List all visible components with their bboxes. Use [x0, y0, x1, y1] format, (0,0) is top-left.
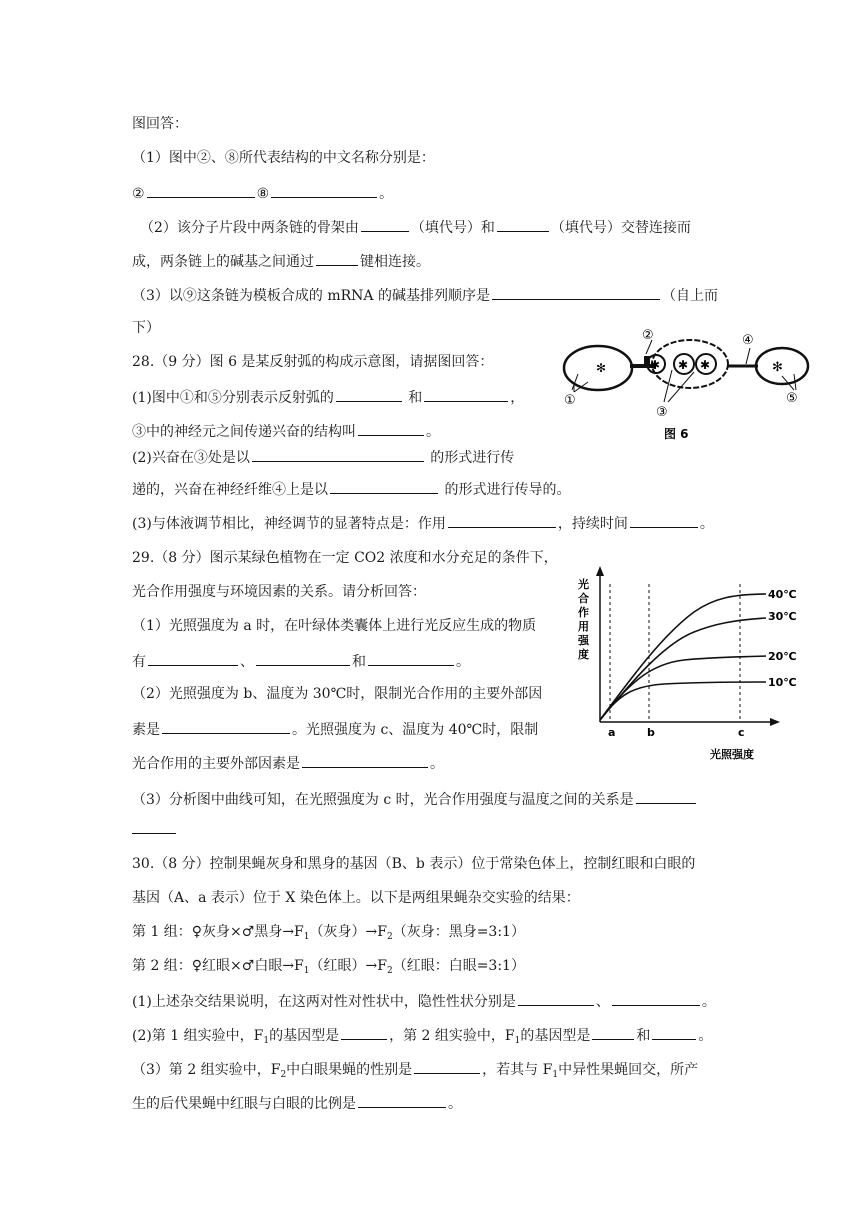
- question-29-3-cont: [132, 818, 178, 840]
- answer-blank[interactable]: [148, 650, 238, 666]
- question-29-1-blanks: 有 、 和 。: [132, 650, 470, 672]
- question-29-title-cont: 光合作用强度与环境因素的关系。请分析回答：: [132, 584, 426, 600]
- svg-text:作: 作: [578, 606, 589, 619]
- question-27-3: （3）以⑨这条链为模板合成的 mRNA 的碱基排列顺序是 （自上而: [132, 284, 718, 306]
- question-28-title: 28.（9 分）图 6 是某反射弧的构成示意图，请据图回答：: [132, 354, 494, 370]
- answer-blank[interactable]: [652, 1024, 696, 1040]
- svg-text:✻: ✻: [772, 360, 783, 375]
- label-10: 10℃: [768, 676, 797, 689]
- question-27-3-cont: 下）: [132, 320, 160, 336]
- tick-a: a: [608, 726, 616, 739]
- tick-c: c: [738, 726, 745, 739]
- answer-blank[interactable]: [492, 284, 660, 300]
- label-3: ③: [656, 405, 668, 420]
- answer-blank[interactable]: [252, 446, 424, 462]
- tick-b: b: [647, 726, 655, 739]
- answer-blank[interactable]: [612, 990, 700, 1006]
- question-29-title: 29.（8 分）图示某绿色植物在一定 CO2 浓度和水分充足的条件下，: [132, 550, 558, 566]
- question-30-3-cont: 生的后代果蝇中红眼与白眼的比例是 。: [132, 1092, 462, 1114]
- question-28-2-cont: 递的，兴奋在神经纤维④上是以 的形式进行传导的。: [132, 478, 570, 500]
- question-28-2: (2)兴奋在③处是以 的形式进行传: [132, 446, 514, 468]
- label-1: ①: [564, 393, 576, 408]
- answer-blank[interactable]: [592, 1024, 634, 1040]
- answer-blank[interactable]: [302, 752, 428, 768]
- svg-text:度: 度: [578, 648, 589, 661]
- question-28-1: (1)图中①和⑤分别表示反射弧的 和 ，: [132, 386, 524, 408]
- label-4: ④: [742, 333, 754, 348]
- question-30-group1: 第 1 组：♀灰身×♂黑身$\to F_1$（灰身）$\to F_2$（灰身：黑身=3:1）: [132, 924, 525, 942]
- label-5: ⑤: [786, 391, 798, 406]
- y-axis-label: [577, 577, 590, 661]
- question-29-2-cont2: 光合作用的主要外部因素是 。: [132, 752, 444, 774]
- answer-blank[interactable]: [132, 818, 176, 834]
- photosynthesis-graph: [574, 564, 804, 764]
- figure-caption: 图 6: [664, 427, 689, 441]
- question-27-1: （1）图中②、⑧所代表结构的中文名称分别是：: [132, 150, 435, 166]
- reflex-arc-figure: [560, 326, 820, 444]
- question-30-group2: 第 2 组：♀红眼×♂白眼$\to F_1$（红眼）$\to F_2$（红眼：白眼=3:1）: [132, 958, 525, 976]
- answer-blank[interactable]: [336, 386, 402, 402]
- answer-blank[interactable]: [147, 182, 255, 198]
- answer-blank[interactable]: [341, 1024, 387, 1040]
- answer-blank[interactable]: [448, 512, 556, 528]
- question-28-3: (3)与体液调节相比，神经调节的显著特点是：作用 ，持续时间 。: [132, 512, 714, 534]
- label-30: 30℃: [768, 610, 797, 623]
- question-29-1: （1）光照强度为 a 时，在叶绿体类囊体上进行光反应生成的物质: [132, 618, 537, 634]
- question-27-2: （2）该分子片段中两条链的骨架由 （填代号）和 （填代号）交替连接而: [140, 216, 691, 238]
- svg-text:光: 光: [578, 578, 589, 591]
- answer-blank[interactable]: [424, 386, 508, 402]
- answer-blank[interactable]: [358, 420, 424, 436]
- svg-text:✱: ✱: [700, 358, 711, 372]
- question-29-3: （3）分析图中曲线可知，在光照强度为 c 时，光合作用强度与温度之间的关系是: [132, 788, 698, 810]
- svg-text:✱: ✱: [678, 358, 689, 372]
- question-30-2: (2)第 1 组实验中，$F_1$的基因型是 ，第 2 组实验中，$F_1$的基因型是 和 。: [132, 1024, 712, 1048]
- answer-blank[interactable]: [414, 1058, 480, 1074]
- answer-blank[interactable]: [518, 990, 594, 1006]
- answer-blank[interactable]: [316, 250, 358, 266]
- svg-text:✱: ✱: [650, 358, 661, 372]
- answer-blank[interactable]: [497, 216, 549, 232]
- question-30-1: (1)上述杂交结果说明，在这两对性对性状中，隐性性状分别是 、 。: [132, 990, 716, 1012]
- answer-blank[interactable]: [330, 478, 438, 494]
- question-28-1-cont: ③中的神经元之间传递兴奋的结构叫 。: [132, 420, 440, 442]
- svg-text:强: 强: [578, 634, 589, 647]
- answer-blank[interactable]: [271, 182, 377, 198]
- answer-blank[interactable]: [636, 788, 696, 804]
- question-30-3: （3）第 2 组实验中，$F_2$中白眼果蝇的性别是 ，若其与 $F_1$中异性果蝇回交，所产: [132, 1058, 698, 1082]
- label-20: 20℃: [768, 650, 797, 663]
- label-2: ②: [642, 328, 654, 343]
- answer-blank[interactable]: [162, 718, 290, 734]
- answer-blank[interactable]: [368, 650, 454, 666]
- answer-blank[interactable]: [256, 650, 350, 666]
- x-axis-label: 光照强度: [710, 748, 754, 761]
- label-40: 40℃: [768, 588, 797, 601]
- question-29-2-cont: 素是 。光照强度为 c、温度为 40℃时，限制: [132, 718, 538, 740]
- answer-blank[interactable]: [358, 1092, 446, 1108]
- question-29-2: （2）光照强度为 b、温度为 30℃时，限制光合作用的主要外部因: [132, 686, 543, 702]
- question-30-title: 30.（8 分）控制果蝇灰身和黑身的基因（B、b 表示）位于常染色体上，控制红眼和白眼的: [132, 856, 696, 872]
- svg-text:用: 用: [578, 620, 589, 633]
- text-line: 图回答：: [132, 116, 188, 132]
- receptor-mark: ✻: [596, 361, 607, 375]
- answer-blank[interactable]: [630, 512, 698, 528]
- svg-text:合: 合: [578, 592, 589, 605]
- curve-30: [600, 618, 766, 720]
- question-27-2-cont: 成，两条链上的碱基之间通过 键相连接。: [132, 250, 430, 272]
- question-27-1-blanks: ② ⑧ 。: [132, 182, 393, 204]
- answer-blank[interactable]: [361, 216, 409, 232]
- question-30-title-cont: 基因（A、a 表示）位于 X 染色体上。以下是两组果蝇杂交实验的结果：: [132, 890, 580, 906]
